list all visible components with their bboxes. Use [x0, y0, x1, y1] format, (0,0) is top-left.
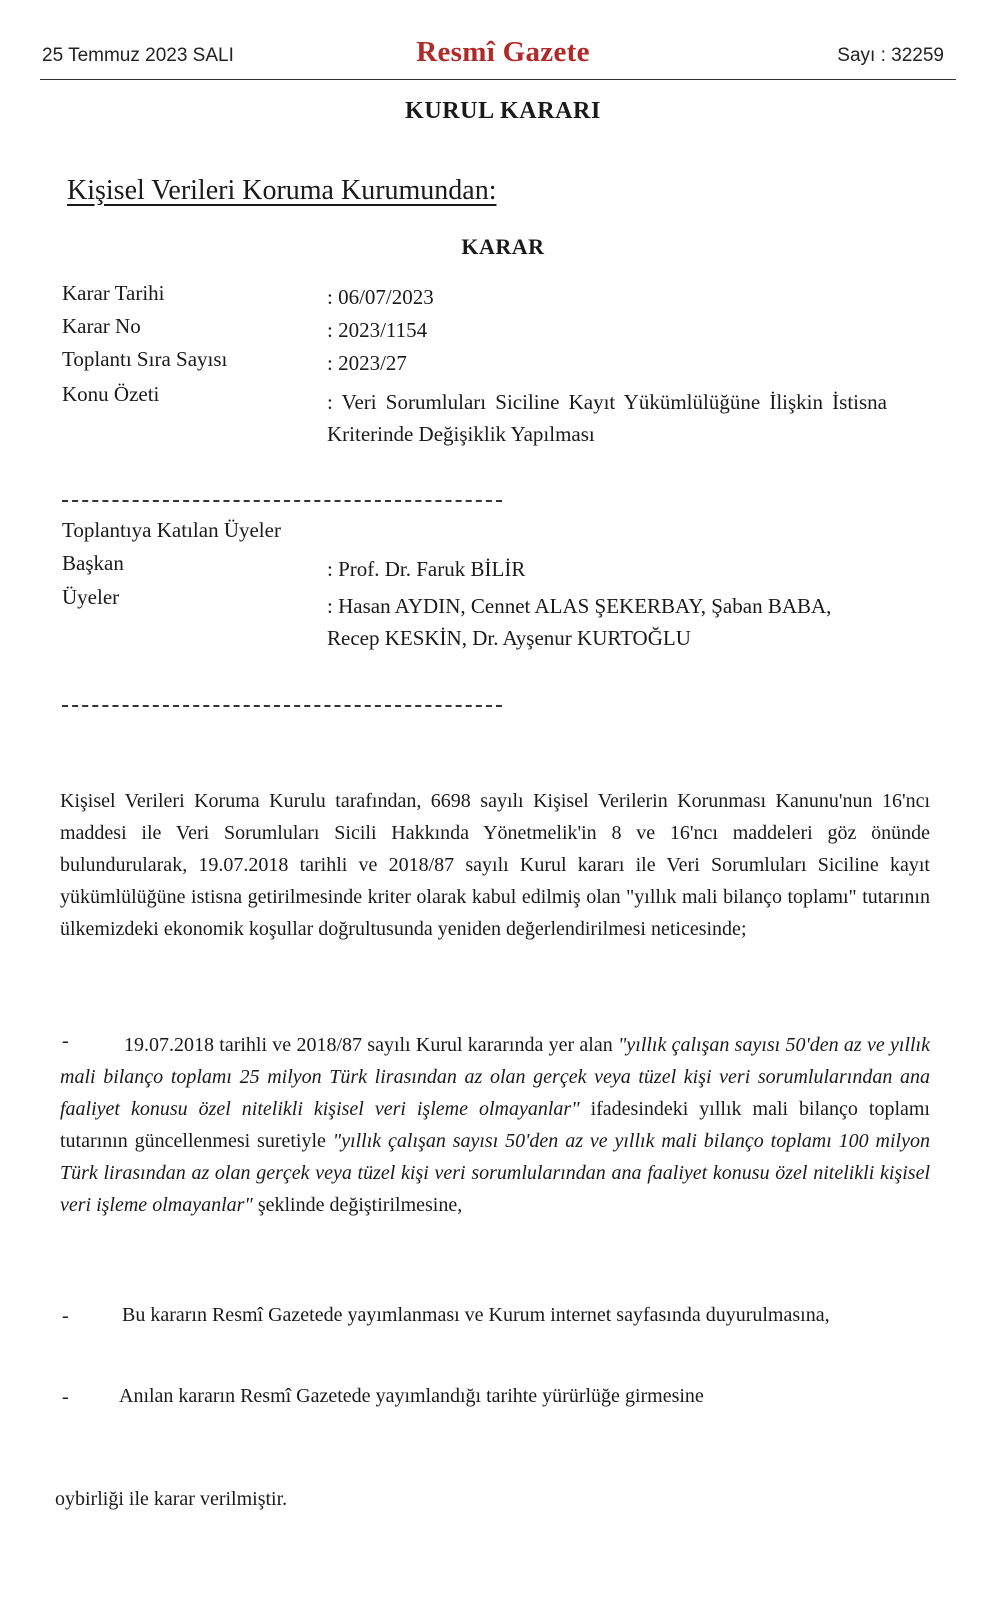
decision-title: KARAR [461, 234, 545, 259]
dashed-divider-2 [62, 705, 502, 707]
item-2-dash: - [62, 1305, 69, 1327]
decision-date-label: Karar Tarihi [62, 281, 165, 305]
item-1-quote-a: "yıllık çalışan sayısı 50'den az ve yıllık mali bilanço toplamı 25 milyon Türk lirasından az olan gerçek veya tüzel kişi veri sorumlularından ana faaliyet konusu özel nitelikli kişisel veri işleme olmayanlar" [60, 1034, 930, 1120]
item-1-text-b: ifadesindeki yıllık mali bilanço toplamı tutarının güncellenmesi suretiyle [60, 1098, 930, 1152]
chairman-label: Başkan [62, 551, 124, 575]
intro-paragraph: Kişisel Verileri Koruma Kurulu tarafından, 6698 sayılı Kişisel Verilerin Korunması Kanunu'nun 16'ncı maddesi ile Veri Sorumluları Sicili Hakkında Yönetmelik'in 8 ve 16'ncı maddeleri göz önünde bulundurularak, 19.07.2018 tarihli ve 2018/87 sayılı Kurul kararı ile Veri Sorumluları Siciline kayıt yükümlülüğüne istisna getirilmesinde kriter olarak kabul edilmiş olan "yıllık mali bilanço toplamı" tutarının ülkemizdeki ekonomik koşullar doğrultusunda yeniden değerlendirilmesi neticesinde; [60, 790, 930, 940]
masthead-divider [40, 79, 956, 80]
meeting-number-value: : 2023/27 [327, 351, 407, 375]
chairman-value: : Prof. Dr. Faruk BİLİR [327, 557, 526, 581]
subject-summary-value: : Veri Sorumluları Siciline Kayıt Yükümlülüğüne İlişkin İstisna Kriterinde Değişiklik Yapılması [327, 390, 887, 446]
decision-number-value: : 2023/1154 [327, 318, 428, 342]
item-3-dash: - [62, 1386, 69, 1408]
gazette-date: 25 Temmuz 2023 SALI [42, 45, 234, 66]
subject-summary-label: Konu Özeti [62, 382, 160, 406]
item-1-text-a: 19.07.2018 tarihli ve 2018/87 sayılı Kurul kararında yer alan [124, 1034, 618, 1056]
section-title: KURUL KARARI [405, 98, 601, 124]
decision-number-label: Karar No [62, 314, 141, 338]
gazette-title: Resmî Gazete [416, 36, 590, 68]
item-1-text-c: şeklinde değiştirilmesine, [252, 1194, 463, 1216]
item-3-text: Anılan kararın Resmî Gazetede yayımlandığı tarihte yürürlüğe girmesine [119, 1385, 704, 1407]
closing-statement: oybirliği ile karar verilmiştir. [55, 1488, 288, 1510]
meeting-number-label: Toplantı Sıra Sayısı [62, 347, 228, 371]
dashed-divider [62, 500, 502, 502]
members-value: : Hasan AYDIN, Cennet ALAS ŞEKERBAY, Şaban BABA, Recep KESKİN, Dr. Ayşenur KURTOĞLU [327, 594, 832, 650]
item-2-text: Bu kararın Resmî Gazetede yayımlanması ve Kurum internet sayfasında duyurulmasına, [122, 1304, 830, 1326]
members-label: Üyeler [62, 585, 120, 609]
members-heading: Toplantıya Katılan Üyeler [62, 518, 281, 542]
item-1-dash: - [62, 1030, 69, 1052]
item-1-paragraph [60, 1029, 930, 1221]
decision-date-value: : 06/07/2023 [327, 285, 434, 309]
gazette-issue-number: Sayı : 32259 [837, 45, 944, 66]
item-1-quote-b: "yıllık çalışan sayısı 50'den az ve yıllık mali bilanço toplamı 100 milyon Türk lirasından az olan gerçek veya tüzel kişi veri sorumlularından ana faaliyet konusu özel nitelikli kişisel veri işleme olmayanlar" [60, 1130, 930, 1216]
institution-name: Kişisel Verileri Koruma Kurumundan: [67, 175, 497, 206]
